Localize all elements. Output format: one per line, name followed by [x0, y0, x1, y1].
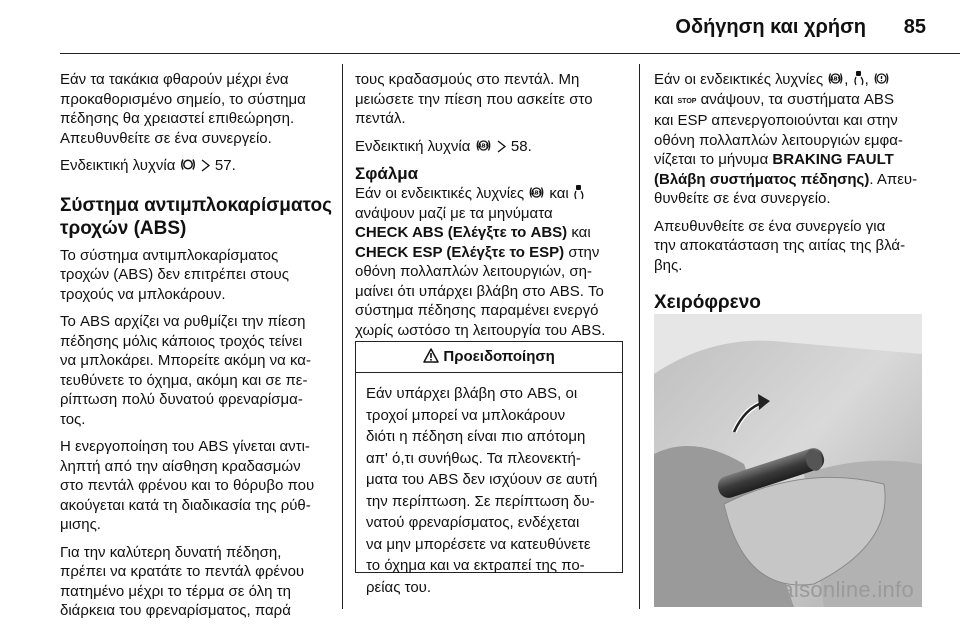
indicator-reference: Ενδεικτική λυχνία ABS 58. — [355, 137, 532, 155]
workshop-paragraph: Απευθυνθείτε σε ένα συνεργείο για την αποκατάσταση της αιτίας της βλά- βης. — [654, 217, 906, 274]
page-reference-arrow-icon[interactable] — [200, 159, 211, 172]
esp-skid-icon — [573, 184, 585, 200]
page-reference[interactable]: 57. — [214, 157, 236, 174]
column-1 — [60, 70, 332, 629]
check-esp-message: CHECK ESP (Ελέγξτε το ESP) — [355, 243, 565, 261]
abs-warning-icon — [528, 185, 545, 200]
warning-header — [356, 342, 622, 373]
abs-heading: Σύστημα αντιμπλοκαρίσματος τροχών (ABS) — [60, 194, 332, 239]
abs-intro-paragraph: Το σύστημα αντιμπλοκαρίσματος τροχών (ABS) δεν επιτρέπει στους τροχούς να μπλοκάρουν. — [60, 246, 289, 303]
column-2 — [355, 70, 623, 348]
warning-title: Προειδοποίηση — [443, 348, 555, 365]
parking-brake-heading: Χειρόφρενο — [654, 292, 761, 313]
parking-brake-illustration — [654, 314, 922, 607]
fault-heading: Σφάλμα — [355, 164, 419, 183]
page-reference-arrow-icon[interactable] — [496, 140, 507, 153]
check-abs-message: CHECK ABS (Ελέγξτε το ABS) — [355, 224, 568, 241]
abs-warning-icon — [827, 71, 844, 86]
brake-pad-wear-icon — [180, 157, 196, 172]
parking-brake-photo — [654, 314, 922, 607]
column-3 — [654, 70, 922, 320]
page-header — [0, 0, 960, 54]
column-separator — [342, 64, 343, 609]
braking-advice-paragraph: Για την καλύτερη δυνατή πέδηση, πρέπει να κρατάτε το πεντάλ φρένου πατημένο μέχρι το τέρμα σε όλη τη διάρκεια του φρεναρίσματος, παρά — [60, 543, 305, 619]
braking-fault-translation: (Βλάβη συστήματος πέδησης) — [654, 170, 870, 188]
braking-fault-message: BRAKING FAULT — [772, 151, 894, 168]
warning-triangle-icon — [423, 348, 439, 363]
watermark: carmanualsonline.info — [693, 577, 914, 602]
header-rule — [60, 53, 960, 54]
indicator-reference: Ενδεικτική λυχνία 57. — [60, 157, 236, 174]
page-reference[interactable]: 58. — [510, 137, 532, 155]
stop-symbol: STOP — [677, 97, 697, 105]
abs-warning-icon — [475, 138, 492, 153]
section-title: Οδήγηση και χρήση — [675, 16, 866, 38]
abs-function-paragraph: Το ABS αρχίζει να ρυθμίζει την πίεση πέδησης μόλις κάποιος τροχός τείνει να μπλοκάρει. Μπορείτε ακόμη να κα- τευθύνετε το όχημα, ακόμη και σε πε- ρίπτωση πολύ δυνατού φρεναρίσμα- τος. — [60, 313, 311, 428]
warning-text: Εάν υπάρχει βλάβη στο ABS, οι τροχοί μπορεί να μπλοκάρουν διότι η πέδηση είναι πιο απότομη απ' ό,τι συνήθως. Τα πλεονεκτή- ματα του ABS δεν ισχύουν σε αυτή την περίπτωση. Σε περίπτωση δυ- νατού φρεναρίσματος, ενδέχεται να μην μπορέσετε να κατευθύνετε το όχημα και να εκτραπεί της πο- ρείας του. — [366, 385, 598, 596]
pedal-paragraph: τους κραδασμούς στο πεντάλ. Μη μειώσετε την πίεση που ασκείτε στο πεντάλ. — [355, 71, 593, 127]
abs-activation-paragraph: Η ενεργοποίηση του ABS γίνεται αντι- ληπτή από την αίσθηση κραδασμών στο πεντάλ φρένου και το θόρυβο που ακούγεται κατά τη διαδικασία της ρύθ- μισης. — [60, 438, 315, 533]
svg-text:ABS: ABS — [830, 76, 842, 83]
fault-paragraph: Εάν οι ενδεικτικές λυχνίες ABS και ανάψουν μαζί με τα μηνύματα CHECK ABS (Ελέγξτε το ABS) και CHECK ESP (Ελέγξτε το ESP) στην οθόνη πολλαπλών λειτουργιών, ση- μαίνει ότι υπάρχει βλάβη στο ABS. Το σύστημα πέδησης παραμένει ενεργό χωρίς ωστόσο τη λειτουργία του ABS. — [355, 185, 606, 339]
svg-text:ABS: ABS — [531, 190, 543, 197]
svg-text:ABS: ABS — [477, 143, 489, 149]
brake-system-warning-icon — [873, 71, 890, 86]
page-number: 85 — [903, 16, 926, 38]
column-separator — [639, 64, 640, 609]
system-fault-paragraph: Εάν οι ενδεικτικές λυχνίες ABS , , και STOP ανάψουν, τα συστήματα ABS και ESP απενεργοποιούνται και στην οθόνη πολλαπλών λειτουργιών εμφα- νίζεται το μήνυμα BRAKING FAULT (Βλάβη συστήματος πέδησης). Απευ- θυνθείτε σε ένα συνεργείο. — [654, 71, 918, 207]
esp-skid-icon — [853, 70, 865, 86]
warning-box — [355, 341, 623, 596]
brake-pads-paragraph: Εάν τα τακάκια φθαρούν μέχρι ένα προκαθορισμένο σημείο, το σύστημα πέδησης θα χρειαστεί επιθεώρηση. Απευθυνθείτε σε ένα συνεργείο. — [60, 71, 306, 147]
